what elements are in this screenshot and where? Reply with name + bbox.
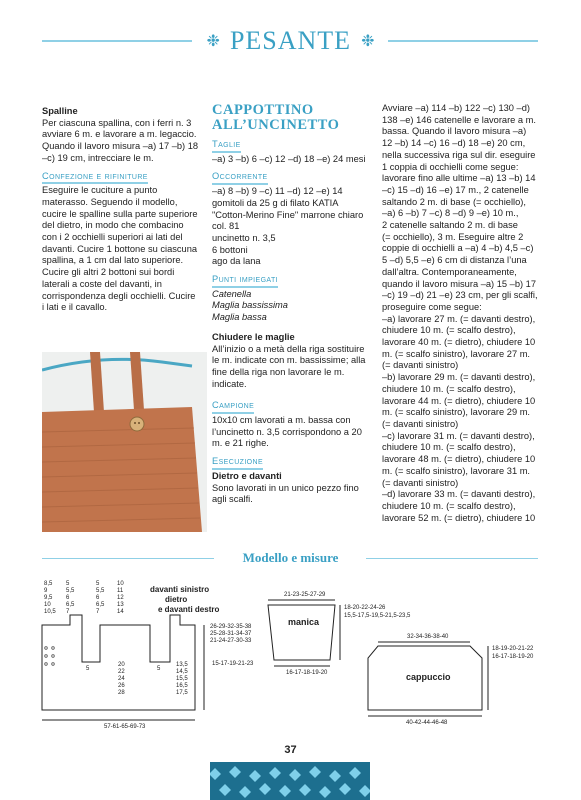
column-3-line: saltando 2 m. di base (= occhiello), — [382, 196, 526, 207]
punti-item: Catenella — [212, 288, 252, 299]
front-bottom-measures — [118, 662, 125, 696]
measure-value: 14,5 — [176, 669, 188, 675]
measure-value: 15,5 — [176, 676, 188, 682]
column-2 — [212, 103, 367, 506]
campione-text: 10x10 cm lavorati a m. bassa con l’uncinetto n. 3,5 corrispondono a 20 m. e 21 righe. — [212, 415, 362, 449]
front-right-measures — [210, 624, 252, 644]
measure-value: 21-24-27-30-33 — [210, 638, 252, 644]
measure-value: 5 — [96, 581, 100, 587]
chiudere-text: All’inizio o a metà della riga sostituire le m. indicate con m. bassissime; alla fine della riga non lavorare le m. indicate. — [212, 343, 366, 389]
sleeve-height-measure: 18-20-22-24-26 — [344, 605, 386, 611]
measure-value: 5 — [66, 581, 70, 587]
buttonhole-marker — [45, 655, 48, 658]
measure-value: 6,5 — [66, 602, 75, 608]
hood-height-measure: 18-19-20-21-22 — [492, 646, 534, 652]
column-3-line: m. (= scalfo sinistro), lavorare 31 m. — [382, 465, 531, 476]
measure-value: 11 — [117, 588, 124, 594]
chiudere-heading: Chiudere le maglie — [212, 331, 295, 342]
column-3-line: nella successiva riga sul dir. eseguire — [382, 149, 536, 160]
buttonhole-marker — [52, 647, 55, 650]
snowflake-icon: ❉ — [361, 33, 375, 50]
front-label: dietro — [165, 595, 188, 604]
front-label: e davanti destro — [158, 605, 220, 614]
column-3-line: (= davanti sinistro) — [382, 477, 459, 488]
column-3-line: (= occhiello), 3 m. Eseguire altre 2 — [382, 231, 524, 242]
buttonhole-marker — [45, 663, 48, 666]
front-small-measure: 5 — [157, 666, 161, 672]
confezione-heading: Confezione e rifiniture — [42, 171, 148, 185]
punti-item: Maglia bassissima — [212, 300, 288, 311]
front-small-measure: 5 — [86, 666, 90, 672]
buttonhole-marker — [52, 655, 55, 658]
punti-item: Maglia bassa — [212, 312, 267, 323]
column-3-line: chiudere 10 m. (= scalfo destro), — [382, 500, 516, 511]
hood-label: cappuccio — [406, 672, 451, 682]
front-height-measure: 15-17-19-21-23 — [212, 661, 254, 667]
measure-value: 12 — [117, 595, 124, 601]
column-3-line: lavorare 40 m. (= dietro), chiudere 10 — [382, 337, 536, 348]
column-3-line: –a) 6 –b) 7 –c) 8 –d) 9 –e) 10 m., — [382, 208, 519, 219]
measure-value: 6,5 — [96, 602, 105, 608]
page-title: PESANTE — [229, 26, 352, 55]
occorrente-item: ago da lana — [212, 256, 261, 267]
occorrente-item: uncinetto n. 3,5 — [212, 232, 276, 243]
product-photo — [42, 352, 207, 532]
measure-value: 7 — [96, 609, 100, 615]
column-3-line: –c) 19 –d) 21 –e) 23 cm, per gli scalfi, — [382, 290, 538, 301]
column-3-line: (= davanti sinistro) — [382, 418, 459, 429]
column-3-line: lavorare fino alle ultime –a) 13 –b) 14 — [382, 173, 536, 184]
measure-value: 14 — [117, 609, 124, 615]
watermark: PassionForum.ru — [491, 785, 575, 796]
front-mid-measures — [117, 581, 124, 615]
measure-value: 5,5 — [66, 588, 75, 594]
sleeve-label: manica — [288, 617, 320, 627]
hood-top-measure: 32-34-36-38-40 — [407, 634, 449, 640]
spalline-text: Per ciascuna spallina, con i ferri n. 3 avviare 6 m. e lavorare a m. legaccio. Quando il lavoro misura –a) 17 –b) 18 –c) 19 cm, intrecciare le m. — [42, 117, 199, 163]
punti-heading: Punti impiegati — [212, 274, 278, 288]
column-3-line: 138 –e) 146 catenelle e lavorare a m. — [382, 114, 537, 125]
dietro-text: Sono lavorati in un unico pezzo fino agli scalfi. — [212, 482, 359, 505]
measure-value: 26-29-32-35-38 — [210, 624, 252, 630]
measure-value: 24 — [118, 676, 125, 682]
measure-value: 8,5 — [44, 581, 53, 587]
column-3-line: coppie di occhielli a –a) 4 –b) 4,5 –c) — [382, 243, 534, 254]
column-3-line: dall’altra. Contemporaneamente, — [382, 266, 517, 277]
measure-value: 9 — [44, 588, 48, 594]
stitch-pattern-strip — [210, 762, 370, 800]
taglie-text: –a) 3 –b) 6 –c) 12 –d) 18 –e) 24 mesi — [212, 153, 366, 164]
column-3-line: (= davanti sinistro) — [382, 360, 459, 371]
measure-value: 26 — [118, 683, 125, 689]
measure-value: 25-28-31-34-37 — [210, 631, 252, 637]
occorrente-heading: Occorrente — [212, 171, 268, 185]
sleeve-outline — [268, 605, 335, 660]
front-bottom-measures — [176, 662, 188, 696]
buttonhole-marker — [45, 647, 48, 650]
column-1 — [42, 106, 200, 314]
measure-value: 10 — [44, 602, 51, 608]
column-3-line: chiudere 10 m. (= scalfo destro), — [382, 325, 516, 336]
taglie-heading: Taglie — [212, 139, 241, 153]
buttonhole-marker — [52, 663, 55, 666]
measure-value: 17,5 — [176, 690, 188, 696]
measure-value: 10 — [117, 581, 124, 587]
front-left-measures — [66, 581, 75, 615]
column-3-line: –b) lavorare 29 m. (= davanti destro), — [382, 372, 536, 383]
pattern-title — [212, 103, 367, 133]
occorrente-item: 6 bottoni — [212, 244, 248, 255]
front-mid-measures — [96, 581, 105, 615]
measure-value: 10,5 — [44, 609, 56, 615]
esecuzione-heading: Esecuzione — [212, 456, 263, 470]
measure-value: 13 — [117, 602, 124, 608]
front-left-measures — [44, 581, 56, 615]
column-3-line: lavorare 44 m. (= dietro), chiudere 10 — [382, 395, 536, 406]
column-3-line: bassa. Quando il lavoro misura –a) — [382, 126, 527, 137]
measure-value: 16,5 — [176, 683, 188, 689]
measure-value: 20 — [118, 662, 125, 668]
hood-bottom-measure: 40-42-44-46-48 — [406, 720, 448, 726]
column-3-line: lavorare 52 m. (= dietro), chiudere 10 — [382, 512, 536, 523]
snowflake-icon: ❉ — [206, 33, 220, 50]
column-3-line: 5 –d) 5,5 –e) 6 cm di distanza l’una — [382, 255, 527, 266]
column-3-line: chiudere 10 m. (= scalfo destro), — [382, 442, 516, 453]
measure-value: 6 — [96, 595, 100, 601]
sleeve-top-measure: 21-23-25-27-29 — [284, 592, 326, 598]
column-3-line: –c) lavorare 31 m. (= davanti destro), — [382, 430, 535, 441]
confezione-text: Eseguire le cuciture a punto materasso. Seguendo il modello, cucire le spalline sulla parte superiore del dietro, in modo che combacino con i 2 occhielli superiori ai lati del davanti. Cucire 1 bottone su ciascuna spallina, a 1 cm dal lato superiore. Cucire gli altri 2 bottoni sui bordi laterali a coste del davanti, in corrispondenza degli occhielli. Cucire i lati e il cavallo. — [42, 185, 198, 313]
dietro-heading: Dietro e davanti — [212, 470, 282, 481]
column-3-line: 12 –b) 14 –c) 16 –d) 18 –e) 20 cm, — [382, 138, 526, 149]
spalline-heading: Spalline — [42, 106, 78, 116]
pattern-title-line2: ALL’UNCINETTO — [212, 117, 340, 133]
occorrente-text: –a) 8 –b) 9 –c) 11 –d) 12 –e) 14 gomitoli da 25 g di filato KATIA "Cotton-Merino Fine" marrone chiaro col. 81 — [212, 186, 364, 232]
column-3-line: Avviare –a) 114 –b) 122 –c) 130 –d) — [382, 103, 530, 113]
hood-height-measure: 16-17-18-19-20 — [492, 654, 534, 660]
measure-value: 9,5 — [44, 595, 53, 601]
column-3 — [382, 103, 542, 524]
measure-value: 6 — [66, 595, 70, 601]
column-3-line: –c) 15 –d) 16 –e) 17 m., 2 catenelle — [382, 184, 529, 195]
measure-value: 5,5 — [96, 588, 105, 594]
page-header — [0, 20, 581, 62]
column-3-line: m. (= scalfo sinistro), lavorare 27 m. — [382, 348, 531, 359]
front-label: davanti sinistro — [150, 585, 210, 594]
diagram-section-title: Modello e misure — [242, 550, 339, 565]
sleeve-bottom-measure: 16-17-18-19-20 — [286, 670, 328, 676]
column-3-line: –a) lavorare 27 m. (= davanti destro), — [382, 313, 536, 324]
sleeve-height-measure: 15,5-17,5-19,5-21,5-23,5 — [344, 613, 411, 619]
column-3-line: chiudere 10 m. (= scalfo destro), — [382, 383, 516, 394]
column-3-line: 1 coppia di occhielli come segue: — [382, 161, 519, 172]
column-3-line: quando il lavoro misura –a) 15 –b) 17 — [382, 278, 537, 289]
column-3-line: 2 catenelle saltando 2 m. di base — [382, 220, 518, 231]
page-number: 37 — [284, 744, 297, 756]
measurement-diagram — [0, 570, 581, 730]
measure-value: 22 — [118, 669, 125, 675]
measure-value: 28 — [118, 690, 125, 696]
column-3-line: lavorare 48 m. (= dietro), chiudere 10 — [382, 454, 536, 465]
pattern-title-line1: CAPPOTTINO — [212, 102, 314, 118]
campione-heading: Campione — [212, 400, 254, 414]
column-3-line: –d) lavorare 33 m. (= davanti destro), — [382, 489, 536, 500]
column-3-line: proseguire come segue: — [382, 301, 482, 312]
knit-garment-illustration — [42, 352, 207, 532]
measure-value: 13,5 — [176, 662, 188, 668]
front-width-measure: 57-61-65-69-73 — [104, 724, 146, 730]
measure-value: 7 — [66, 609, 70, 615]
column-3-line: m. (= scalfo sinistro), lavorare 29 m. — [382, 407, 531, 418]
